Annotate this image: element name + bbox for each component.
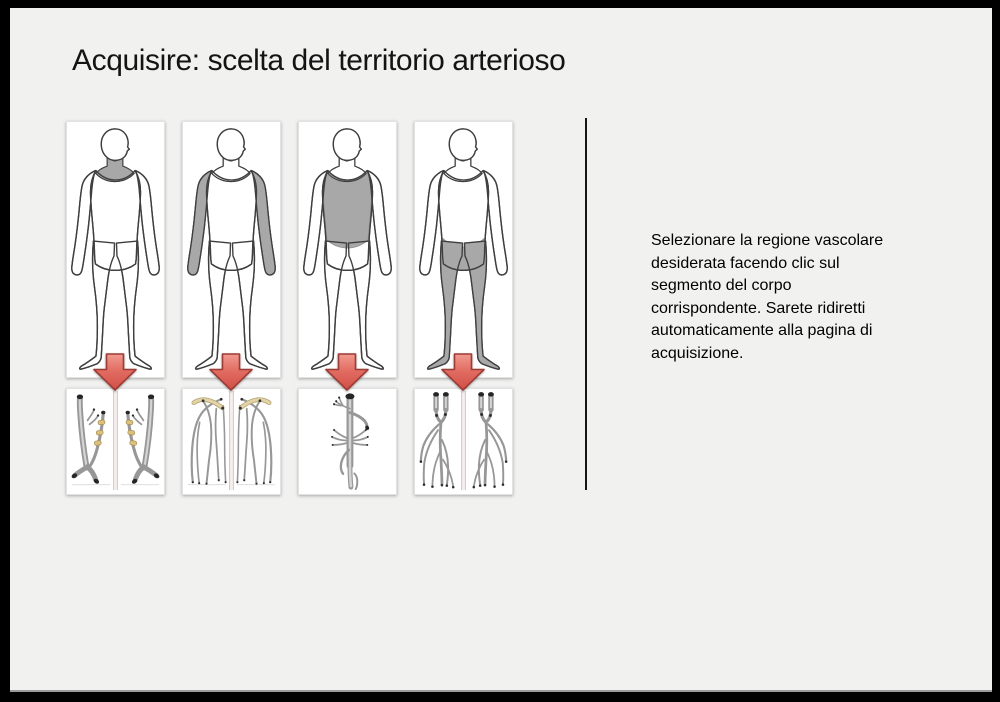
arm-right-branch — [236, 398, 271, 485]
leg-arteries-icon — [415, 389, 512, 494]
down-arrow-icon — [325, 353, 369, 391]
leg-right-branch — [473, 392, 508, 488]
body-arms-highlighted-icon — [183, 122, 280, 377]
instruction-text: Selezionare la regione vascolare desiderata facendo clic sul segmento del corpo corrispondente. Sarete ridiretti automaticamente alla pagina di acquisizione. — [651, 232, 884, 362]
body-neck-highlighted-icon — [67, 122, 164, 377]
slide — [10, 8, 992, 690]
down-arrow-icon — [209, 353, 253, 391]
vessel-preview-torso — [298, 388, 397, 495]
abdominal-aorta-icon — [299, 389, 396, 494]
vessel-preview-head-neck — [66, 388, 165, 495]
vessel-preview-upper-limbs — [182, 388, 281, 495]
body-legs-highlighted-icon — [415, 122, 512, 377]
aorta-trunk — [331, 393, 370, 489]
arm-left-branch — [192, 398, 227, 485]
slide-title: Acquisire: scelta del territorio arterioso — [72, 44, 566, 77]
territory-card-lower-limbs[interactable] — [414, 121, 513, 378]
territory-card-torso[interactable] — [298, 121, 397, 378]
carotid-right-branch — [126, 394, 161, 484]
arm-arteries-icon — [183, 389, 280, 494]
body-torso-highlighted-icon — [299, 122, 396, 377]
territory-card-upper-limbs[interactable] — [182, 121, 281, 378]
territory-card-head-neck[interactable] — [66, 121, 165, 378]
vertical-divider — [585, 118, 587, 490]
carotid-left-branch — [71, 394, 106, 484]
vessel-preview-lower-limbs — [414, 388, 513, 495]
carotid-arteries-icon — [67, 389, 164, 494]
down-arrow-icon — [93, 353, 137, 391]
leg-left-branch — [420, 392, 455, 488]
down-arrow-icon — [441, 353, 485, 391]
